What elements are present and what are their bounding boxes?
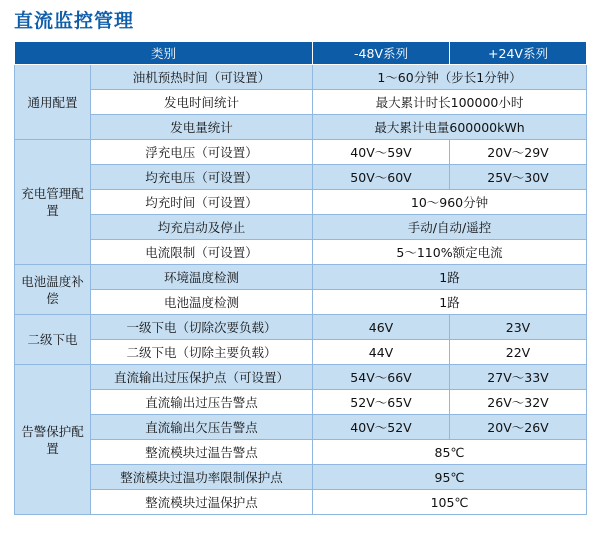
row-value: 10～960分钟	[313, 190, 587, 215]
row-item: 油机预热时间（可设置）	[91, 65, 313, 90]
table-row	[15, 365, 587, 390]
group-label: 电池温度补偿	[15, 265, 91, 315]
table-row	[15, 290, 587, 315]
row-value-48v: 54V～66V	[313, 365, 450, 390]
table-row	[15, 340, 587, 365]
table-row	[15, 115, 587, 140]
table-row	[15, 65, 587, 90]
row-item: 发电时间统计	[91, 90, 313, 115]
table-row	[15, 140, 587, 165]
table-row	[15, 215, 587, 240]
table-row	[15, 165, 587, 190]
row-value-24v: 20V～29V	[450, 140, 587, 165]
group-label: 告警保护配置	[15, 365, 91, 515]
row-value-48v: 52V～65V	[313, 390, 450, 415]
row-value: 95℃	[313, 465, 587, 490]
row-value: 1～60分钟（步长1分钟）	[313, 65, 587, 90]
header-24v-series: +24V系列	[450, 42, 587, 65]
row-value: 最大累计时长100000小时	[313, 90, 587, 115]
group-label: 通用配置	[15, 65, 91, 140]
row-item: 直流输出过压告警点	[91, 390, 313, 415]
row-item: 直流输出欠压告警点	[91, 415, 313, 440]
table-row	[15, 315, 587, 340]
row-value: 手动/自动/遥控	[313, 215, 587, 240]
row-value-24v: 23V	[450, 315, 587, 340]
table-row	[15, 90, 587, 115]
row-value-48v: 44V	[313, 340, 450, 365]
group-label: 二级下电	[15, 315, 91, 365]
row-item: 整流模块过温告警点	[91, 440, 313, 465]
page-title: 直流监控管理	[14, 10, 135, 32]
row-value: 最大累计电量600000kWh	[313, 115, 587, 140]
row-item: 电池温度检测	[91, 290, 313, 315]
dc-monitor-spec-table	[14, 41, 587, 515]
row-value: 1路	[313, 265, 587, 290]
row-value-24v: 27V～33V	[450, 365, 587, 390]
row-value: 105℃	[313, 490, 587, 515]
header-category: 类别	[15, 42, 313, 65]
table-header-row	[15, 42, 587, 65]
row-item: 均充启动及停止	[91, 215, 313, 240]
row-value: 85℃	[313, 440, 587, 465]
row-item: 电流限制（可设置）	[91, 240, 313, 265]
row-value: 5～110%额定电流	[313, 240, 587, 265]
row-item: 整流模块过温保护点	[91, 490, 313, 515]
table-row	[15, 265, 587, 290]
row-value-48v: 40V～52V	[313, 415, 450, 440]
row-value-48v: 46V	[313, 315, 450, 340]
row-item: 均充电压（可设置）	[91, 165, 313, 190]
table-row	[15, 490, 587, 515]
row-item: 整流模块过温功率限制保护点	[91, 465, 313, 490]
table-row	[15, 240, 587, 265]
table-row	[15, 465, 587, 490]
table-row	[15, 440, 587, 465]
row-value: 1路	[313, 290, 587, 315]
table-row	[15, 390, 587, 415]
row-value-24v: 20V～26V	[450, 415, 587, 440]
row-value-48v: 40V～59V	[313, 140, 450, 165]
table-row	[15, 415, 587, 440]
row-item: 均充时间（可设置）	[91, 190, 313, 215]
row-item: 发电量统计	[91, 115, 313, 140]
table-row	[15, 190, 587, 215]
row-value-24v: 22V	[450, 340, 587, 365]
row-item: 一级下电（切除次要负载）	[91, 315, 313, 340]
row-item: 环境温度检测	[91, 265, 313, 290]
row-value-48v: 50V～60V	[313, 165, 450, 190]
row-value-24v: 25V～30V	[450, 165, 587, 190]
row-value-24v: 26V～32V	[450, 390, 587, 415]
header-48v-series: -48V系列	[313, 42, 450, 65]
row-item: 浮充电压（可设置）	[91, 140, 313, 165]
row-item: 直流输出过压保护点（可设置）	[91, 365, 313, 390]
group-label: 充电管理配置	[15, 140, 91, 265]
row-item: 二级下电（切除主要负载）	[91, 340, 313, 365]
